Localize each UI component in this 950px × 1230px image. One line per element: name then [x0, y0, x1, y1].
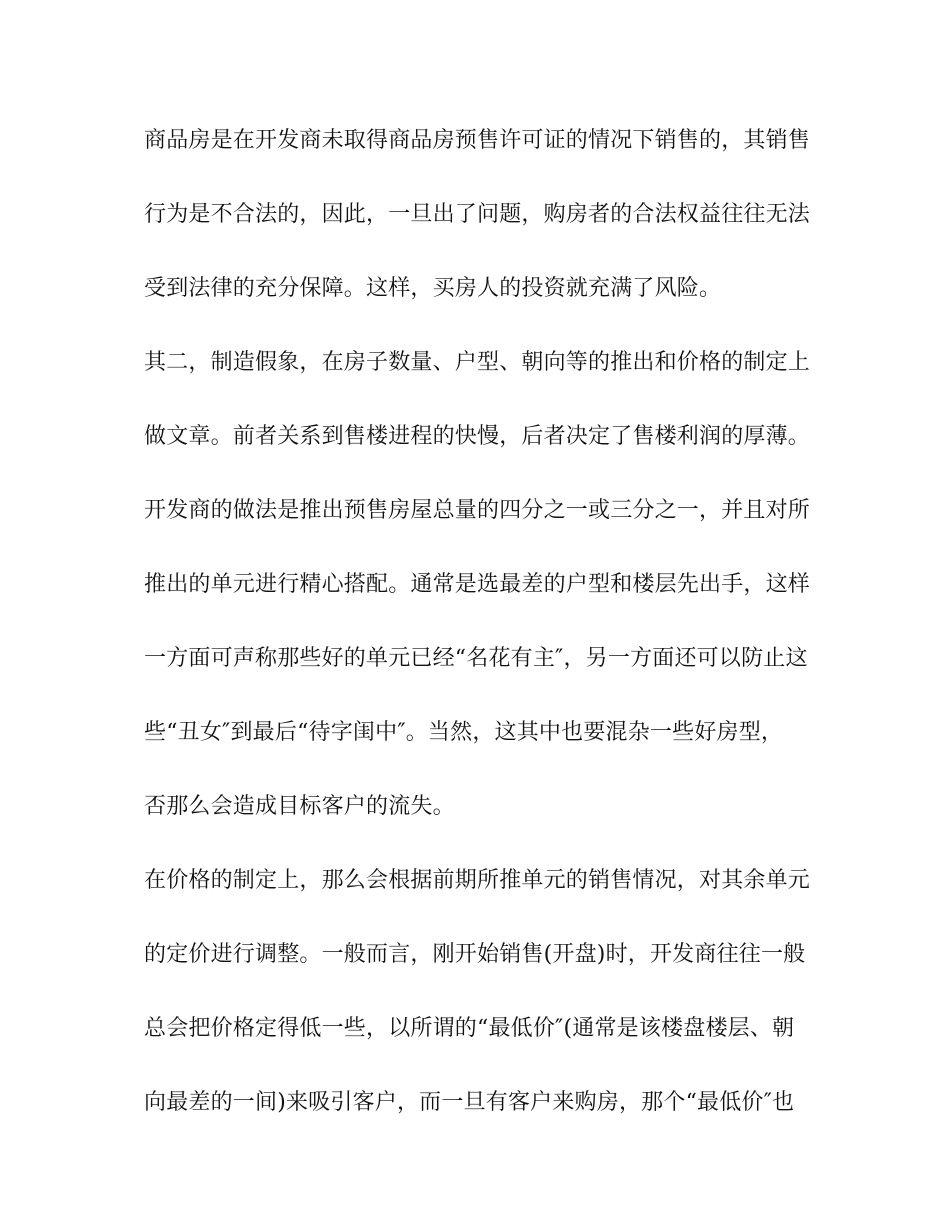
text-line: 些“丑女″到最后“待字闺中″。当然，这其中也要混杂一些好房型， — [144, 720, 784, 745]
text-line: 商品房是在开发商未取得商品房预售许可证的情况下销售的，其销售 — [144, 128, 811, 153]
text-line: 行为是不合法的，因此，一旦出了问题，购房者的合法权益往往无法 — [144, 202, 811, 227]
text-line: 受到法律的充分保障。这样，买房人的投资就充满了风险。 — [144, 276, 722, 301]
text-line: 开发商的做法是推出预售房屋总量的四分之一或三分之一，并且对所 — [144, 498, 811, 523]
text-line: 的定价进行调整。一般而言，刚开始销售(开盘)时，开发商往往一般 — [144, 942, 806, 967]
text-line: 一方面可声称那些好的单元已经“名花有主″，另一方面还可以防止这 — [144, 646, 808, 671]
text-line: 否那么会造成目标客户的流失。 — [144, 794, 455, 819]
text-line: 推出的单元进行精心搭配。通常是选最差的户型和楼层先出手，这样 — [144, 572, 811, 597]
text-line: 其二，制造假象，在房子数量、户型、朝向等的推出和价格的制定上 — [144, 350, 811, 375]
text-line: 向最差的一间)来吸引客户，而一旦有客户来购房，那个“最低价″也 — [144, 1090, 795, 1115]
text-line: 总会把价格定得低一些，以所谓的“最低价″(通常是该楼盘楼层、朝 — [144, 1016, 795, 1041]
text-line: 做文章。前者关系到售楼进程的快慢，后者决定了售楼利润的厚薄。 — [144, 424, 811, 449]
text-line: 在价格的制定上，那么会根据前期所推单元的销售情况，对其余单元 — [144, 868, 811, 893]
